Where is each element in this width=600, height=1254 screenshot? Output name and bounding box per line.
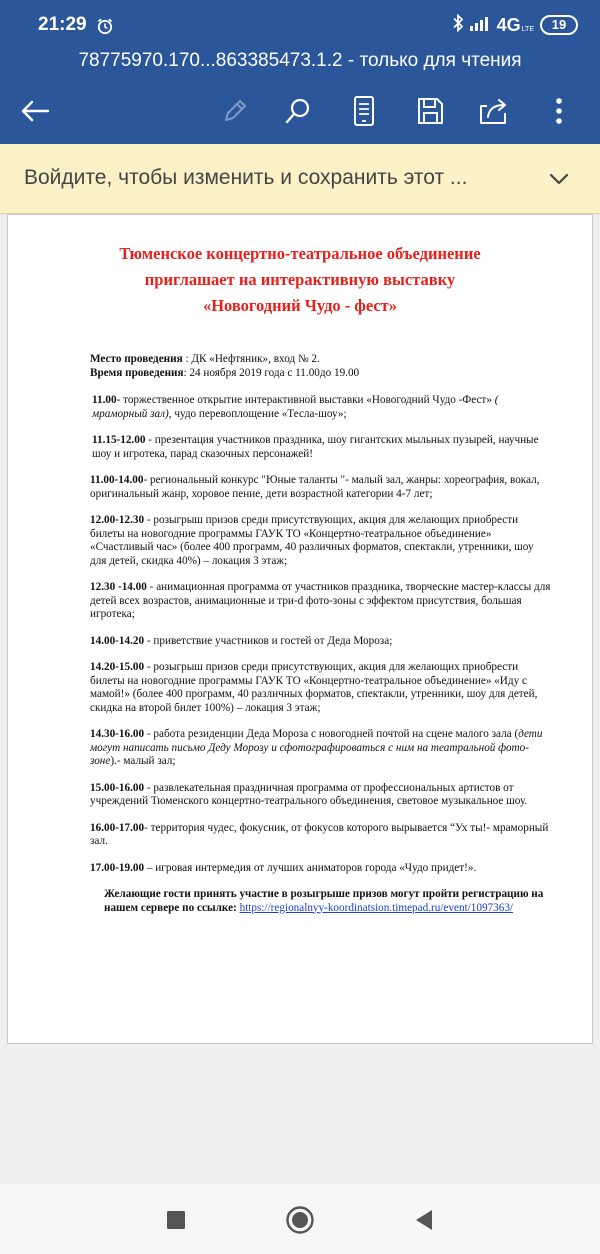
registration-note — [90, 888, 552, 915]
time-label: Время проведения — [90, 366, 184, 379]
status-bar — [0, 0, 600, 48]
schedule-text: - анимационная программа от участников праздника, творческие мастер-классы для детей всех возрастов, анимационные и три-d фото-зоны с эффектом присутствия, большая игротека; — [90, 581, 551, 620]
battery-level: 19 — [540, 15, 578, 35]
schedule-text: - розыгрыш призов среди присутствующих, акция для желающих приобрести билеты на новогодние программы ГАУК ТО «Концертно-театральное объединение» «Иду с мамой!» (более 400 программ, 40 различных форматов, спектакли, утренники, шоу для детей, скидка на второй билет 100%) – локация 3 этаж; — [90, 661, 538, 714]
back-triangle-icon[interactable] — [404, 1200, 444, 1240]
schedule-item — [90, 514, 552, 568]
status-time: 21:29 — [38, 14, 87, 35]
schedule-time: 12.30 -14.00 — [90, 581, 147, 593]
doc-heading — [8, 241, 592, 319]
schedule-item — [90, 728, 552, 769]
schedule-item — [90, 434, 552, 461]
schedule-italic: ( мраморный зал) — [92, 394, 499, 420]
schedule-time: 17.00-19.00 — [90, 861, 145, 874]
schedule-item — [90, 474, 552, 501]
doc-heading-line: «Новогодний Чудо - фест» — [202, 296, 398, 315]
schedule-item — [90, 782, 552, 809]
schedule-time: 11.00 — [92, 394, 117, 406]
alarm-clock-icon — [96, 17, 114, 39]
schedule-item — [90, 822, 552, 849]
schedule-text-after: ).- малый зал; — [110, 755, 176, 767]
schedule-text: - региональный конкурс "Юные таланты "- малый зал, жанры: хореография, вокал, оригинальный жанр, хоровое пение, дети возрастной категории 4-7 лет; — [90, 474, 540, 500]
edit-icon[interactable] — [216, 93, 254, 129]
registration-link[interactable]: https://regionalnyy-koordinatsion.timepad.ru/event/1097363/ — [239, 901, 514, 914]
signal-strength-icon — [470, 15, 492, 35]
schedule-item — [90, 394, 552, 421]
schedule-item — [90, 635, 552, 649]
schedule-time: 14.20-15.00 — [90, 661, 145, 673]
schedule-text: - розыгрыш призов среди присутствующих, акция для желающих приобрести билеты на новогодние программы ГАУК ТО «Концертно-театральное объединение» «Счастливый час» (более 400 программ, 40 различных форматов, спектакли, утренники, шоу для детей, скидка 40%) – локация 3 этаж; — [90, 514, 534, 567]
venue-line — [90, 353, 552, 367]
network-subtype: LTE — [521, 25, 534, 33]
home-circle-icon[interactable] — [280, 1200, 320, 1240]
time-line — [90, 367, 552, 381]
schedule-italic: дети могут написать письмо Деду Морозу и сфотографироваться с ним на театральной фото- зоне — [90, 728, 543, 767]
schedule-list — [90, 394, 552, 875]
venue-label: Место проведения — [90, 353, 183, 365]
doc-body — [90, 353, 552, 915]
document-page[interactable] — [7, 214, 593, 1044]
recents-square-icon[interactable] — [156, 1200, 196, 1240]
schedule-item — [90, 661, 552, 715]
mobile-view-icon[interactable] — [345, 93, 383, 129]
schedule-text-after: , чудо перевоплощение «Тесла-шоу»; — [168, 407, 347, 420]
nav-bar — [0, 1184, 600, 1254]
time-value: : 24 ноября 2019 года с 11.00до 19.00 — [183, 366, 360, 379]
toolbar — [0, 78, 600, 144]
doc-heading-line: приглашает на интерактивную выставку — [144, 270, 456, 289]
schedule-time: 14.00-14.20 — [90, 634, 145, 647]
schedule-text: - работа резиденции Деда Мороза с новогодней почтой на сцене малого зала ( — [144, 728, 519, 740]
bluetooth-icon — [452, 13, 464, 37]
share-icon[interactable] — [475, 93, 513, 129]
schedule-time: 11.00-14.00 — [90, 474, 144, 486]
venue-value: : ДК «Нефтяник», вход № 2. — [182, 353, 320, 365]
chevron-down-icon[interactable] — [548, 168, 570, 190]
back-arrow-icon[interactable] — [16, 93, 54, 129]
doc-heading-line: Тюменское концертно-театральное объединение — [119, 244, 481, 263]
note-text: Желающие гости принять участие в розыгрыше призов могут пройти регистрацию на нашем сервере по ссылке: — [104, 888, 544, 914]
more-icon[interactable] — [540, 93, 578, 129]
document-title: 78775970.170...863385473.1.2 - только для чтения — [0, 48, 600, 78]
schedule-time: 15.00-16.00 — [90, 781, 145, 794]
schedule-text: - приветствие участников и гостей от Деда Мороза; — [144, 634, 393, 647]
schedule-time: 12.00-12.30 — [90, 514, 145, 526]
schedule-time: 14.30-16.00 — [90, 728, 145, 740]
schedule-text: - развлекательная праздничная программа от профессиональных артистов от учреждений Тюменского концертно-театрального объединения, световое музыкальное шоу. — [90, 781, 528, 807]
schedule-text: - презентация участников праздника, шоу гигантских мыльных пузырей, научные шоу и игротека, парад сказочных персонажей! — [92, 434, 539, 460]
save-icon[interactable] — [411, 93, 449, 129]
schedule-time: 16.00-17.00 — [90, 821, 145, 834]
sign-in-banner[interactable] — [0, 144, 600, 214]
banner-text: Войдите, чтобы изменить и сохранить этот ... — [24, 166, 468, 189]
schedule-text: – игровая интермедия от лучших аниматоров города «Чудо придет!». — [144, 861, 477, 874]
search-icon[interactable] — [279, 93, 317, 129]
schedule-item — [90, 581, 552, 622]
schedule-text: - территория чудес, фокусник, от фокусов которого вырывается “Ух ты!- мраморный зал. — [90, 821, 549, 847]
schedule-time: 11.15-12.00 — [92, 434, 146, 446]
status-right-group — [452, 13, 578, 37]
network-type: 4G — [496, 14, 521, 35]
schedule-item — [90, 862, 552, 876]
schedule-text: - торжественное открытие интерактивной выставки «Новогодний Чудо -Фест» — [116, 394, 495, 406]
